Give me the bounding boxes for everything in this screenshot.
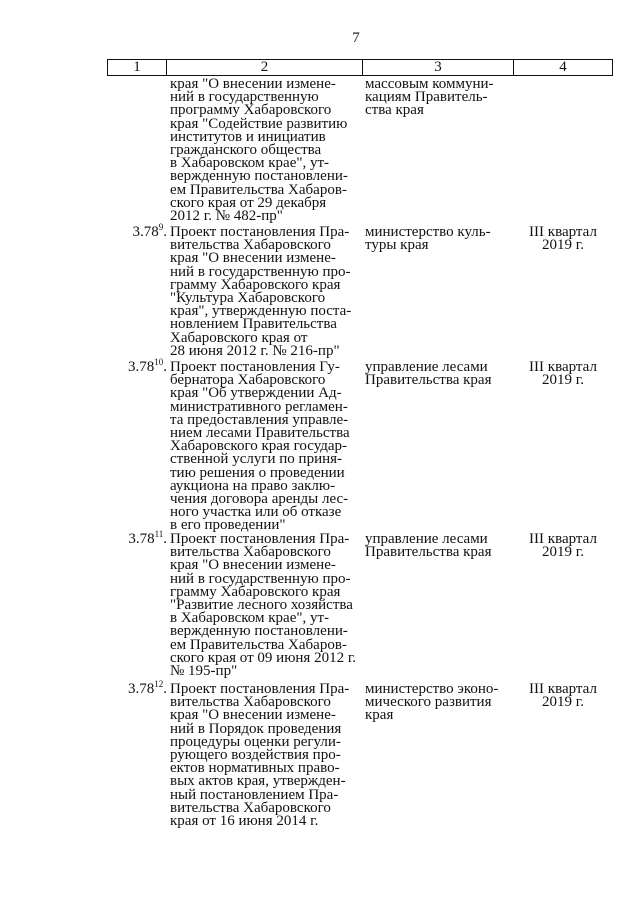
row-responsible: управление лесами Правительства края [365, 531, 492, 561]
header-col-2: 2 [167, 60, 363, 75]
row-responsible: управление лесами Правительства края [365, 359, 492, 389]
header-col-1: 1 [108, 60, 167, 75]
row-responsible: массовым коммуни- кациям Правитель- ства края [365, 76, 494, 119]
row-number: 3.78$^{11}$. [128, 529, 167, 547]
row-document: Проект постановления Пра- вительства Хабаровского края "О внесении измене- ний в государственную про- грамму Хабаровского края "Развитие лесного хозяйства в Хабаровском крае", ут- вержденную постановлени- ем Правительства Хабаров- ского края от 09 июня 2012 г. № 195-пр" [170, 531, 357, 680]
page-number: 7 [352, 30, 360, 46]
row-number: 3.78$^9$. [132, 222, 167, 240]
row-document: Проект постановления Пра- вительства Хабаровского края "О внесении измене- ний в Порядок проведения процедуры оценки регули- рующего воздействия про- ектов нормативных право- вых актов края, утвержден- ный постановлением Пра- вительства Хабаровского края от 16 июня 2014 г. [170, 681, 350, 830]
row-responsible: министерство эконо- мического развития края [365, 681, 499, 724]
row-deadline: III квартал 2019 г. [529, 359, 597, 389]
row-document: Проект постановления Пра- вительства Хабаровского края "О внесении измене- ний в государственную про- грамму Хабаровского края "Культура Хабаровского края", утвержденную поста- новлением Правительства Хабаровского края от 28 июня 2012 г. № 216-пр" [170, 224, 352, 359]
row-document: края "О внесении измене- ний в государственную программу Хабаровского края "Содействие развитию институтов и инициатив гражданского общества в Хабаровском крае", ут- вержденную постановлени- ем Правительства Хабаров- ского края от 29 декабря 2012 г. № 482-пр" [170, 76, 348, 225]
row-document: Проект постановления Гу- бернатора Хабаровского края "Об утверждении Ад- министративного регламен- та предоставления управле- нием лесами Правительства Хабаровского края государ- ственной услуги по приня- тию решения о проведении аукциона на право заклю- чения договора аренды лес- ного участка или об отказе в его проведении" [170, 359, 350, 534]
header-col-3: 3 [363, 60, 514, 75]
row-number: 3.78$^{12}$. [128, 679, 167, 697]
row-deadline: III квартал 2019 г. [529, 224, 597, 254]
row-deadline: III квартал 2019 г. [529, 681, 597, 711]
row-number: 3.78$^{10}$. [128, 357, 167, 375]
row-responsible: министерство куль- туры края [365, 224, 491, 254]
header-col-4: 4 [559, 59, 567, 75]
table-header [107, 59, 613, 76]
row-deadline: III квартал 2019 г. [529, 531, 597, 561]
